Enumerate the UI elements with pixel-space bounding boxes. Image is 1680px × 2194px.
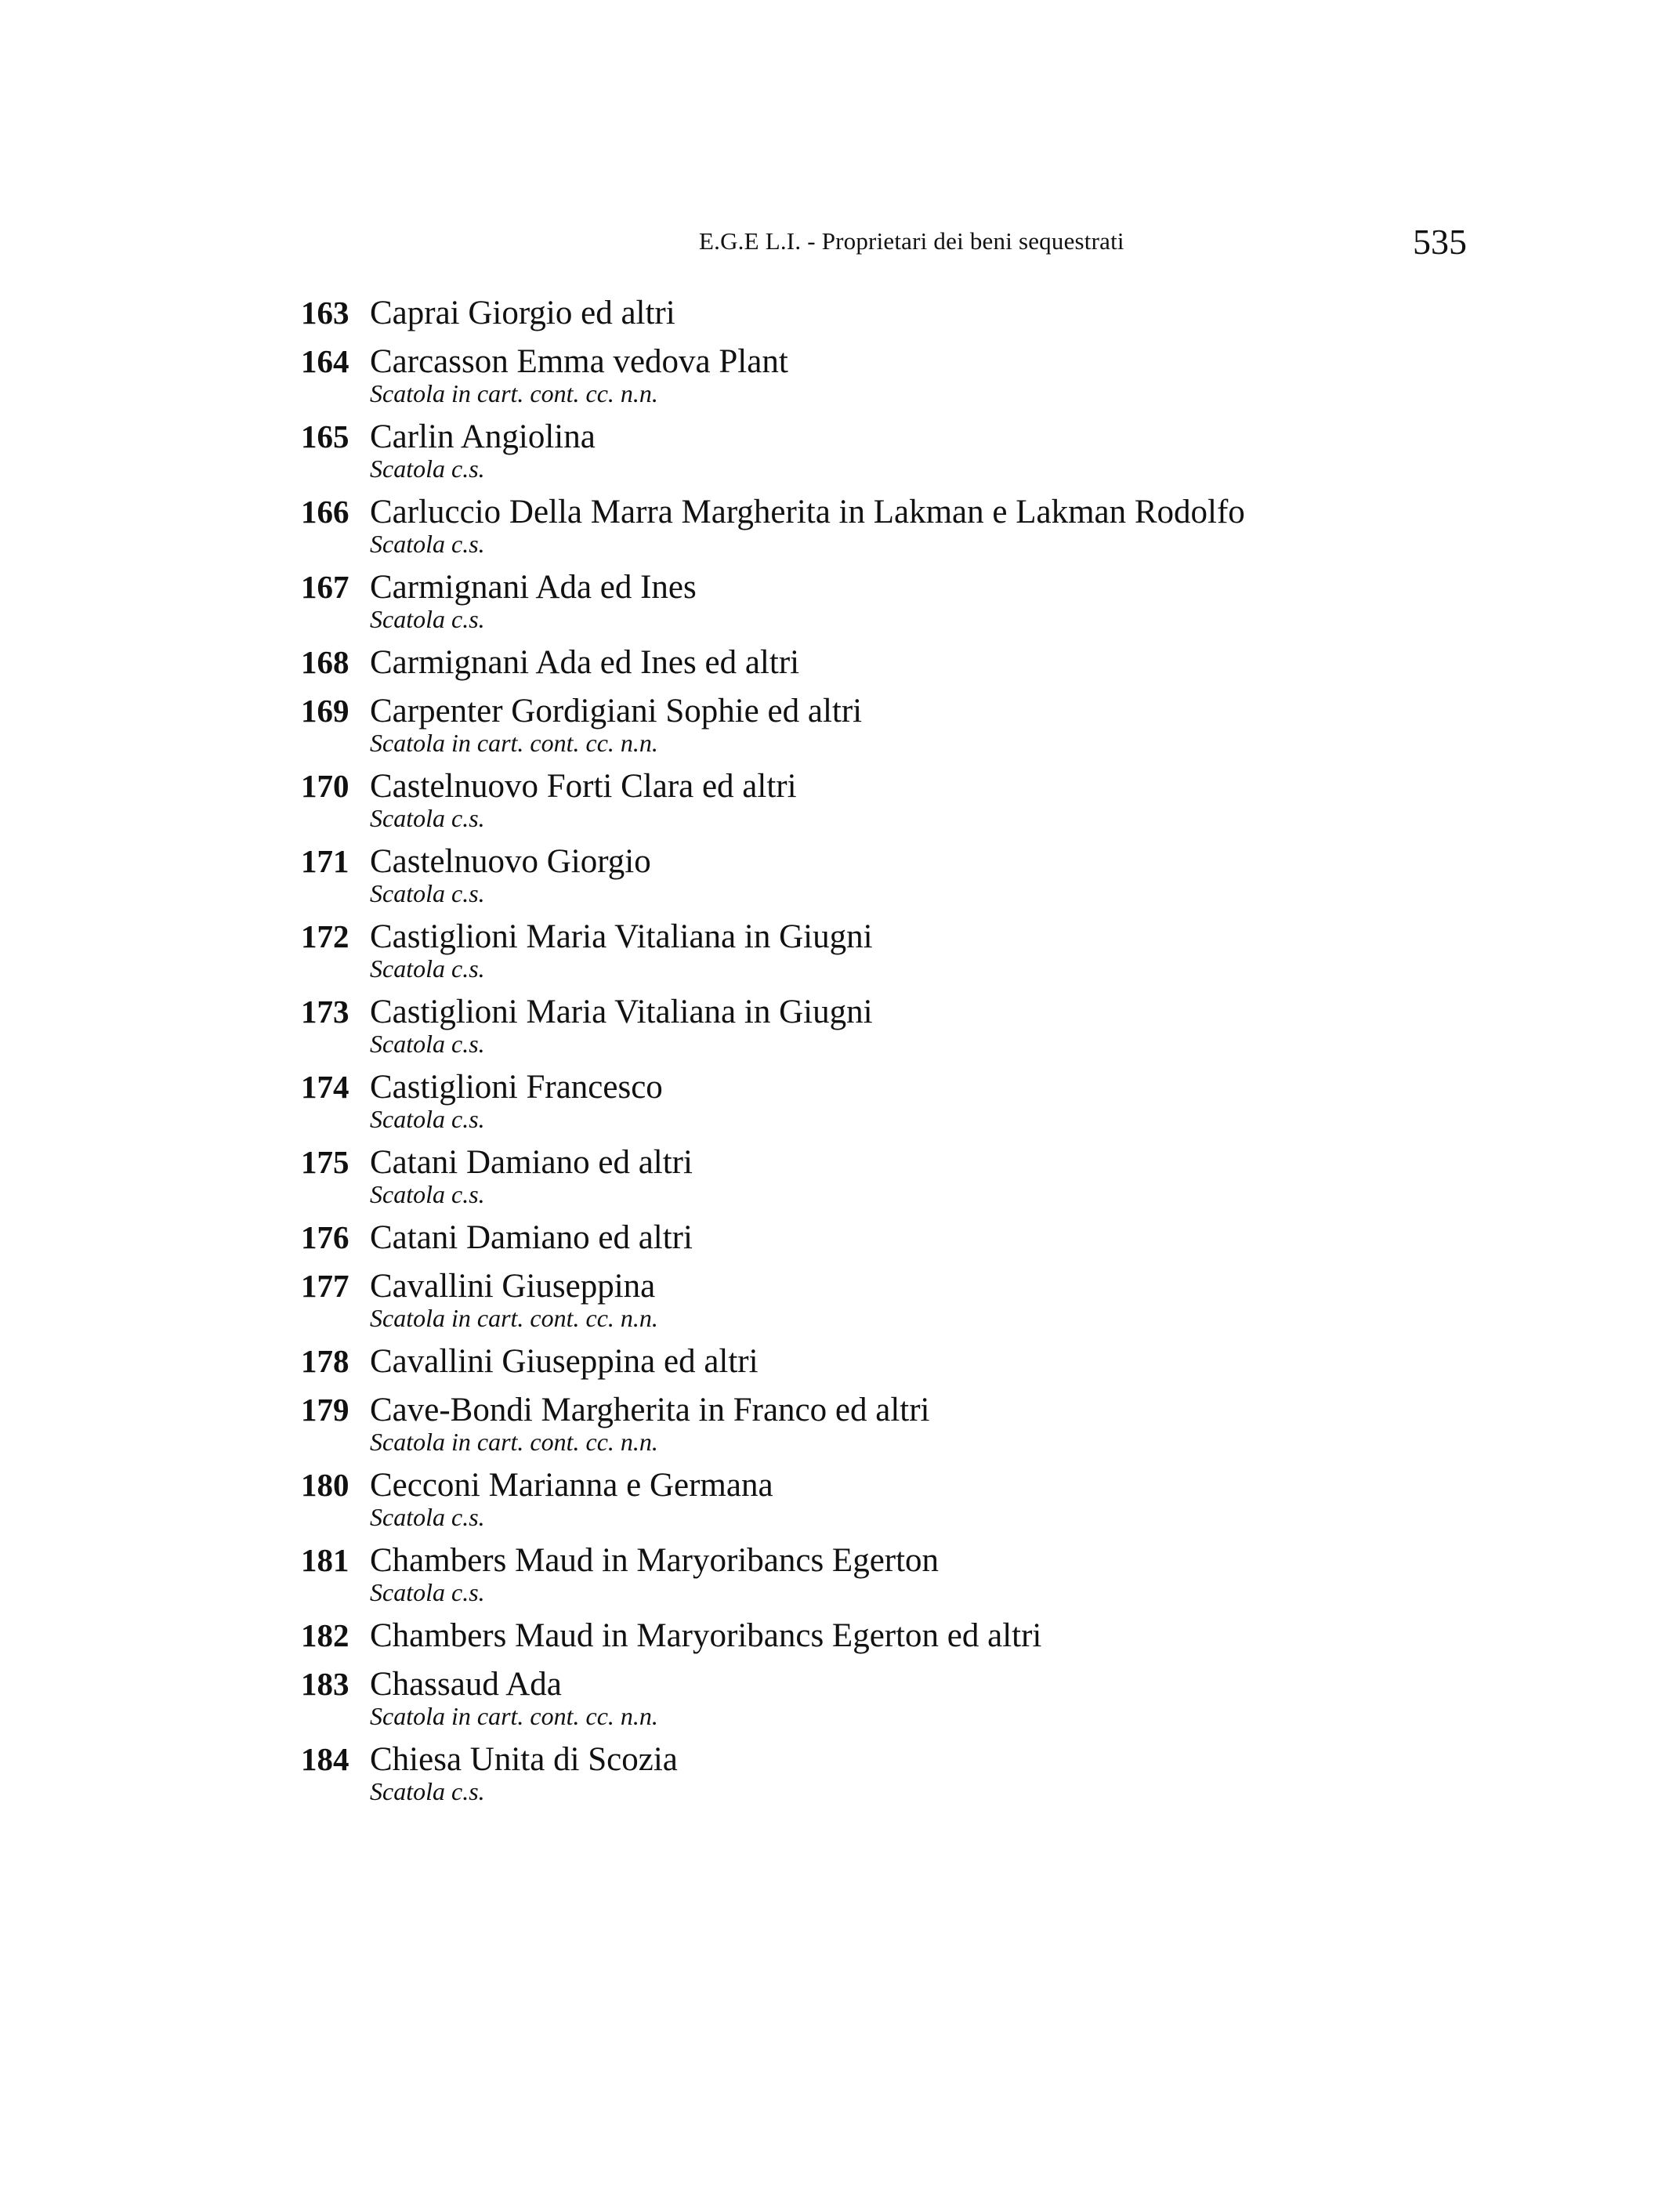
entry-line xyxy=(301,288,1492,337)
list-item xyxy=(301,288,1492,337)
entry-note: Scatola c.s. xyxy=(370,454,485,483)
entry-name: Carcasson Emma vedova Plant xyxy=(370,343,788,380)
entry-name: Chiesa Unita di Scozia xyxy=(370,1741,678,1778)
entry-number: 179 xyxy=(301,1392,349,1428)
entry-name: Catani Damiano ed altri xyxy=(370,1144,693,1181)
entry-name: Castiglioni Maria Vitaliana in Giugni xyxy=(370,918,873,955)
entry-note: Scatola c.s. xyxy=(370,1105,485,1133)
entry-list xyxy=(301,288,1492,1810)
list-item xyxy=(301,1536,1492,1611)
entry-name: Carluccio Della Marra Margherita in Lakman e Lakman Rodolfo xyxy=(370,494,1245,530)
entry-line xyxy=(301,638,1492,686)
entry-number: 163 xyxy=(301,295,349,331)
list-item xyxy=(301,1611,1492,1660)
entry-note: Scatola c.s. xyxy=(370,954,485,983)
entry-number: 173 xyxy=(301,994,349,1030)
list-item xyxy=(301,1138,1492,1213)
page-header xyxy=(699,221,1467,265)
entry-name: Carmignani Ada ed Ines xyxy=(370,569,697,606)
list-item xyxy=(301,1337,1492,1385)
entry-number: 176 xyxy=(301,1219,349,1255)
entry-number: 170 xyxy=(301,768,349,804)
entry-line xyxy=(301,1213,1492,1262)
entry-number: 169 xyxy=(301,693,349,729)
entry-note: Scatola in cart. cont. cc. n.n. xyxy=(370,729,658,757)
entry-number: 180 xyxy=(301,1467,349,1503)
entry-note: Scatola in cart. cont. cc. n.n. xyxy=(370,1702,658,1730)
entry-note: Scatola in cart. cont. cc. n.n. xyxy=(370,379,658,407)
entry-number: 172 xyxy=(301,918,349,954)
entry-name: Carpenter Gordigiani Sophie ed altri xyxy=(370,693,863,730)
list-item xyxy=(301,987,1492,1063)
list-item xyxy=(301,1262,1492,1337)
list-item xyxy=(301,1213,1492,1262)
entry-note: Scatola c.s. xyxy=(370,1030,485,1058)
entry-number: 181 xyxy=(301,1542,349,1578)
entry-number: 174 xyxy=(301,1069,349,1105)
entry-note: Scatola c.s. xyxy=(370,1578,485,1606)
entry-note: Scatola in cart. cont. cc. n.n. xyxy=(370,1428,658,1456)
entry-number: 166 xyxy=(301,494,349,530)
entry-name: Cecconi Marianna e Germana xyxy=(370,1467,773,1504)
list-item xyxy=(301,1385,1492,1461)
entry-line xyxy=(301,1337,1492,1385)
list-item xyxy=(301,1063,1492,1138)
entry-note: Scatola c.s. xyxy=(370,605,485,633)
entry-number: 171 xyxy=(301,843,349,879)
entry-note: Scatola c.s. xyxy=(370,1777,485,1805)
entry-note: Scatola c.s. xyxy=(370,879,485,907)
list-item xyxy=(301,1461,1492,1536)
entry-note: Scatola c.s. xyxy=(370,804,485,832)
list-item xyxy=(301,337,1492,412)
entry-name: Caprai Giorgio ed altri xyxy=(370,295,675,331)
entry-number: 182 xyxy=(301,1617,349,1653)
entry-name: Cavallini Giuseppina xyxy=(370,1268,656,1305)
entry-number: 175 xyxy=(301,1144,349,1180)
entry-note: Scatola c.s. xyxy=(370,530,485,558)
list-item xyxy=(301,412,1492,487)
list-item xyxy=(301,563,1492,638)
entry-name: Chambers Maud in Maryoribancs Egerton ed altri xyxy=(370,1617,1042,1654)
entry-number: 168 xyxy=(301,644,349,680)
list-item xyxy=(301,1660,1492,1735)
list-item xyxy=(301,487,1492,563)
list-item xyxy=(301,762,1492,837)
list-item xyxy=(301,837,1492,912)
entry-name: Castelnuovo Giorgio xyxy=(370,843,651,880)
list-item xyxy=(301,912,1492,987)
entry-name: Castelnuovo Forti Clara ed altri xyxy=(370,768,797,805)
entry-name: Chambers Maud in Maryoribancs Egerton xyxy=(370,1542,940,1579)
entry-name: Cavallini Giuseppina ed altri xyxy=(370,1343,759,1380)
entry-line xyxy=(301,1611,1492,1660)
entry-name: Chassaud Ada xyxy=(370,1666,562,1703)
entry-number: 184 xyxy=(301,1741,349,1777)
entry-note: Scatola c.s. xyxy=(370,1180,485,1208)
entry-number: 178 xyxy=(301,1343,349,1379)
entry-name: Castiglioni Maria Vitaliana in Giugni xyxy=(370,994,873,1030)
entry-number: 164 xyxy=(301,343,349,379)
entry-name: Carlin Angiolina xyxy=(370,418,596,455)
entry-number: 167 xyxy=(301,569,349,605)
entry-name: Catani Damiano ed altri xyxy=(370,1219,693,1256)
entry-note: Scatola c.s. xyxy=(370,1503,485,1531)
entry-name: Cave-Bondi Margherita in Franco ed altri xyxy=(370,1392,930,1428)
entry-number: 183 xyxy=(301,1666,349,1702)
entry-note: Scatola in cart. cont. cc. n.n. xyxy=(370,1304,658,1332)
entry-name: Castiglioni Francesco xyxy=(370,1069,663,1106)
entry-number: 177 xyxy=(301,1268,349,1304)
list-item xyxy=(301,638,1492,686)
entry-name: Carmignani Ada ed Ines ed altri xyxy=(370,644,800,681)
list-item xyxy=(301,1735,1492,1810)
entry-number: 165 xyxy=(301,418,349,454)
list-item xyxy=(301,686,1492,762)
running-title: E.G.E L.I. - Proprietari dei beni sequestrati xyxy=(699,227,1124,255)
page-number: 535 xyxy=(1413,222,1467,262)
